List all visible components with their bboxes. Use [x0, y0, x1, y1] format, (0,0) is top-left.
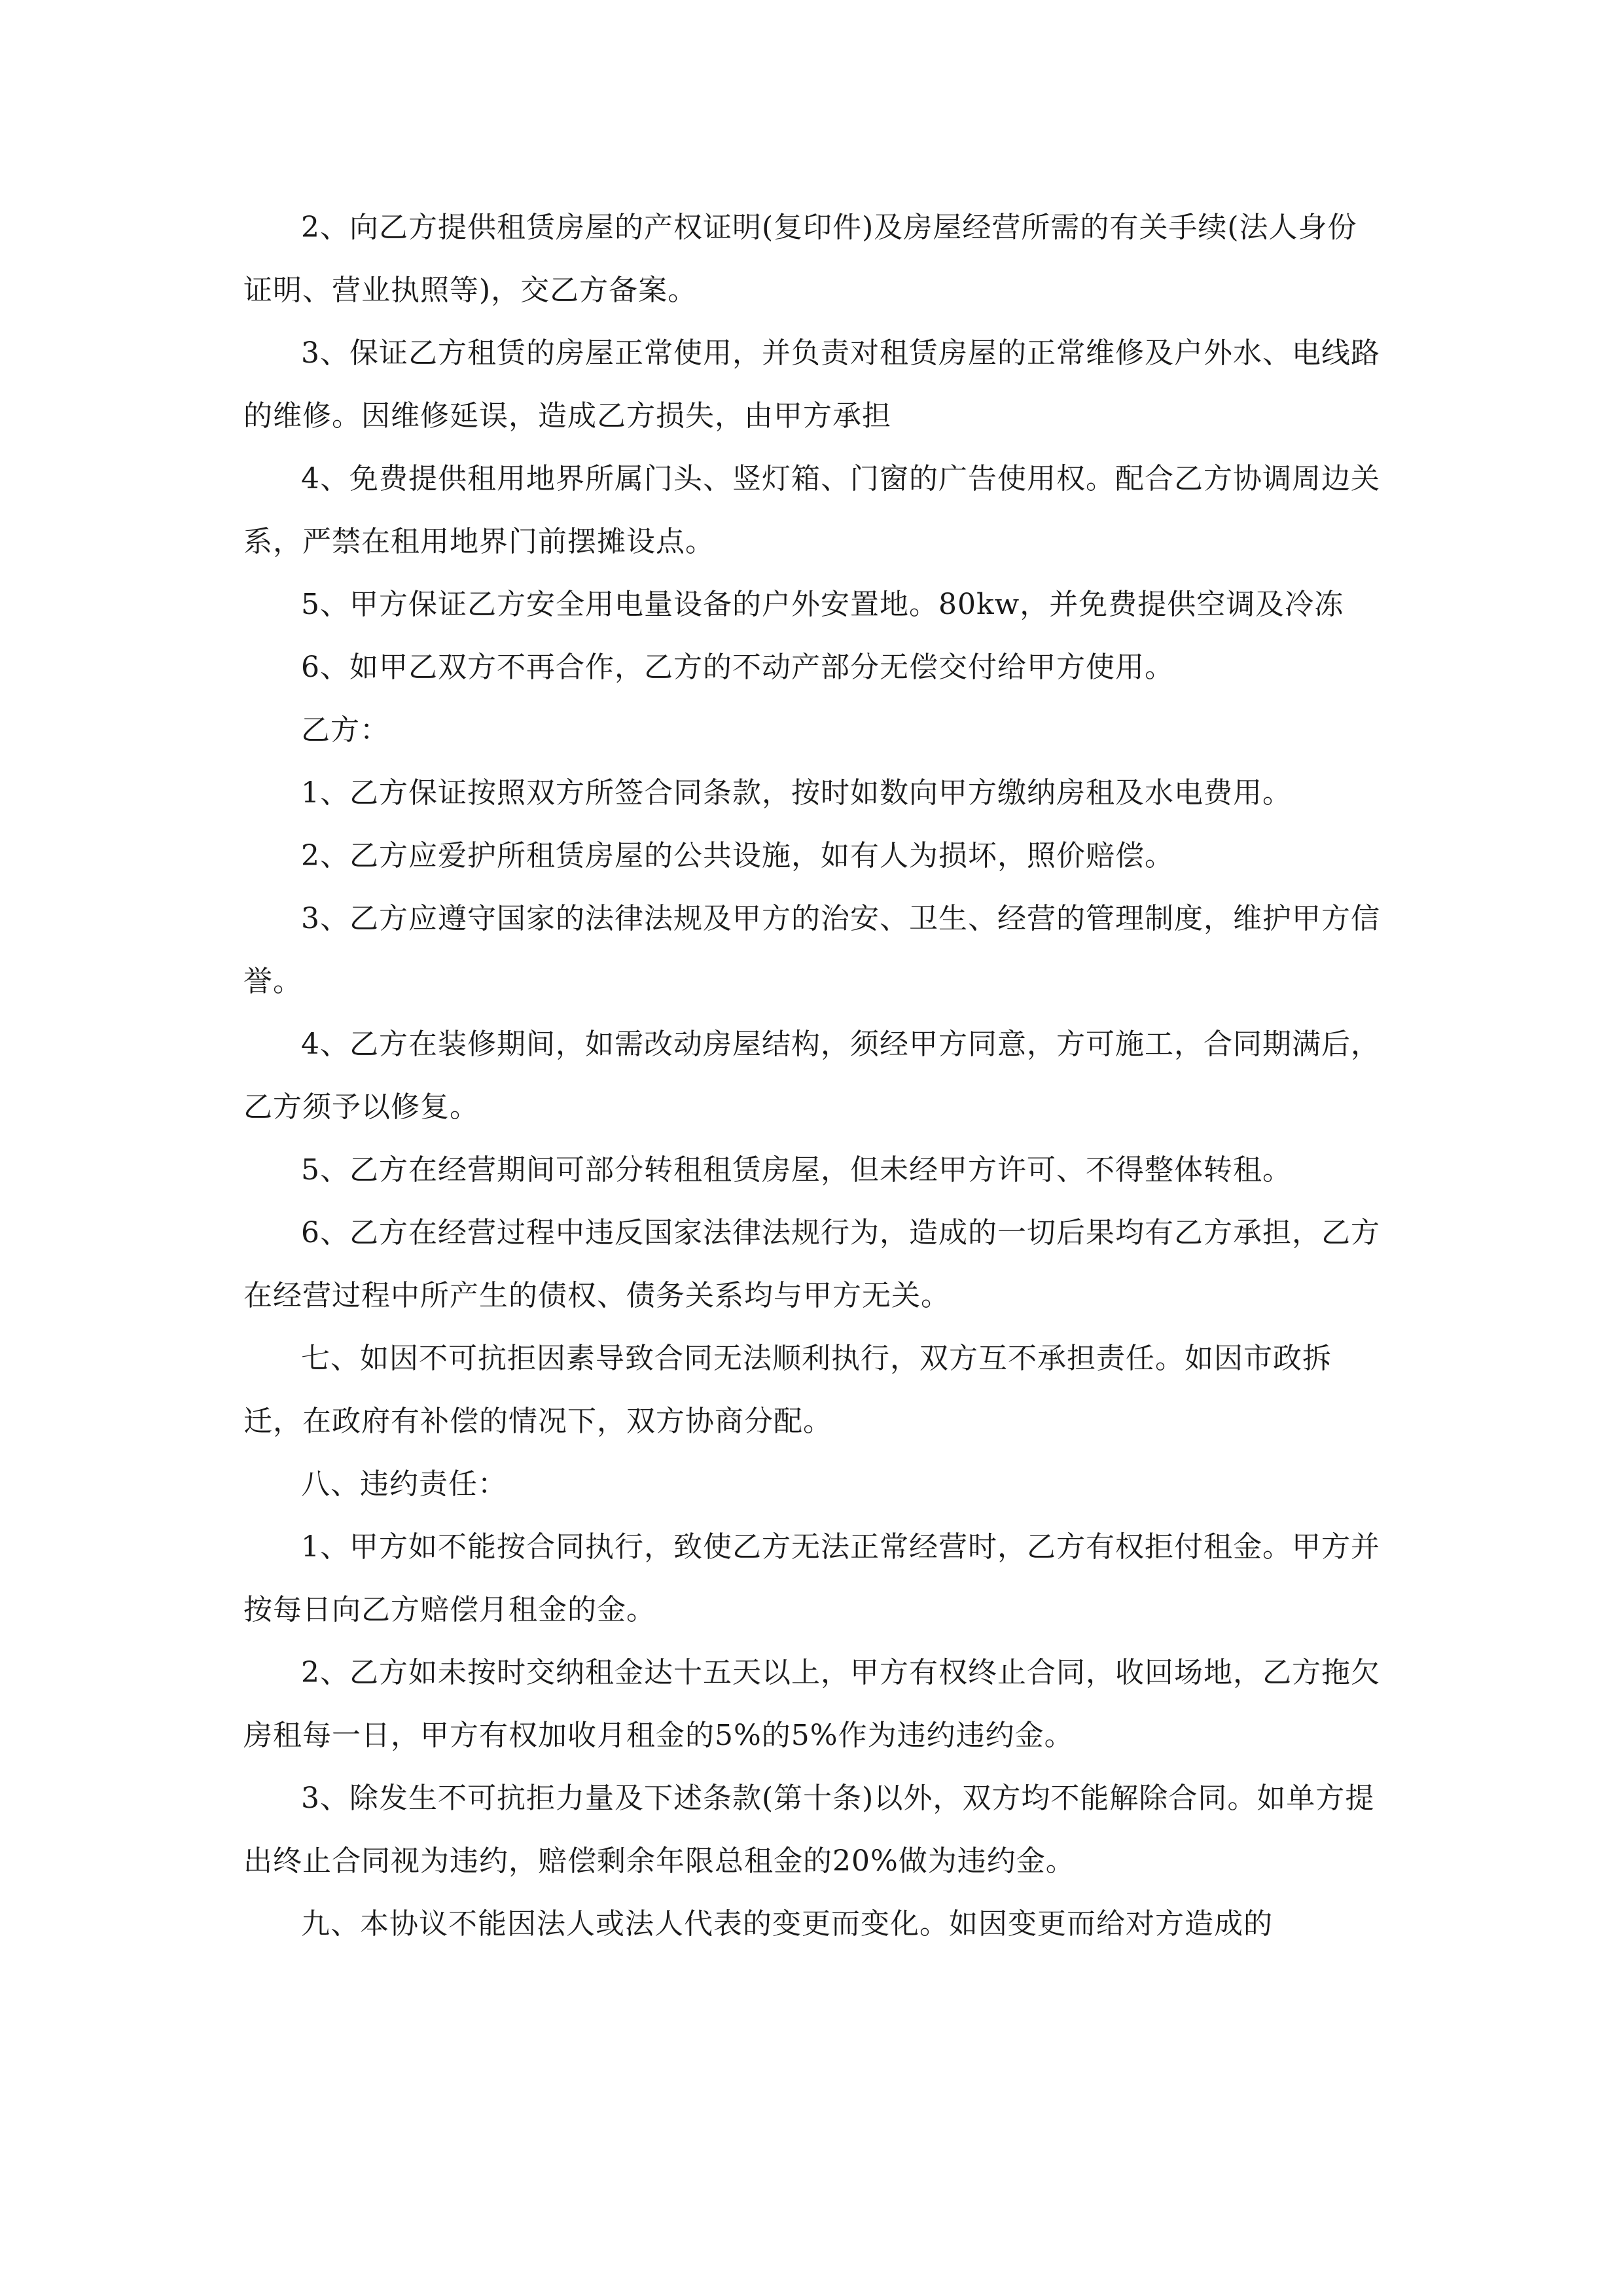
paragraph-tenant-item-5: 5、乙方在经营期间可部分转租租赁房屋，但未经甲方许可、不得整体转租。 [301, 1153, 1292, 1187]
paragraph-tenant-item-3: 3、乙方应遵守国家的法律法规及甲方的治安、卫生、经营的管理制度，维护甲方信誉。 [243, 902, 1380, 998]
paragraph-breach-item-2: 2、乙方如未按时交纳租金达十五天以上，甲方有权终止合同，收回场地，乙方拖欠房租每一日，甲方有权加收月租金的5%的5%作为违约违约金。 [243, 1656, 1380, 1752]
paragraph-tenant-item-4: 4、乙方在装修期间，如需改动房屋结构，须经甲方同意，方可施工，合同期满后，乙方须予以修复。 [243, 1028, 1380, 1124]
paragraph-landlord-item-4: 4、免费提供租用地界所属门头、竖灯箱、门窗的广告使用权。配合乙方协调周边关系，严禁在租用地界门前摆摊设点。 [243, 462, 1380, 558]
paragraph-landlord-item-3: 3、保证乙方租赁的房屋正常使用，并负责对租赁房屋的正常维修及户外水、电线路的维修。因维修延误，造成乙方损失，由甲方承担 [243, 336, 1380, 433]
paragraph-breach-item-3: 3、除发生不可抗拒力量及下述条款(第十条)以外，双方均不能解除合同。如单方提出终止合同视为违约，赔偿剩余年限总租金的20%做为违约金。 [243, 1782, 1375, 1878]
paragraph-article-9: 九、本协议不能因法人或法人代表的变更而变化。如因变更而给对方造成的 [301, 1907, 1273, 1941]
paragraph-landlord-item-6: 6、如甲乙双方不再合作，乙方的不动产部分无偿交付给甲方使用。 [301, 651, 1174, 684]
section-heading-breach: 八、违约责任： [301, 1467, 507, 1501]
paragraph-landlord-item-2: 2、向乙方提供租赁房屋的产权证明(复印件)及房屋经营所需的有关手续(法人身份证明、营业执照等)，交乙方备案。 [243, 211, 1357, 307]
paragraph-tenant-item-1: 1、乙方保证按照双方所签合同条款，按时如数向甲方缴纳房租及水电费用。 [301, 776, 1292, 810]
paragraph-tenant-item-6: 6、乙方在经营过程中违反国家法律法规行为，造成的一切后果均有乙方承担，乙方在经营过程中所产生的债权、债务关系均与甲方无关。 [243, 1216, 1380, 1312]
paragraph-article-7: 七、如因不可抗拒因素导致合同无法顺利执行，双方互不承担责任。如因市政拆迁，在政府有补偿的情况下，双方协商分配。 [243, 1342, 1332, 1438]
document-body [243, 196, 1382, 1956]
section-heading-tenant: 乙方： [301, 713, 389, 747]
paragraph-landlord-item-5: 5、甲方保证乙方安全用电量设备的户外安置地。80kw，并免费提供空调及冷冻 [301, 588, 1344, 621]
paragraph-tenant-item-2: 2、乙方应爱护所租赁房屋的公共设施，如有人为损坏，照价赔偿。 [301, 839, 1174, 872]
paragraph-breach-item-1: 1、甲方如不能按合同执行，致使乙方无法正常经营时，乙方有权拒付租金。甲方并按每日向乙方赔偿月租金的金。 [243, 1530, 1380, 1626]
